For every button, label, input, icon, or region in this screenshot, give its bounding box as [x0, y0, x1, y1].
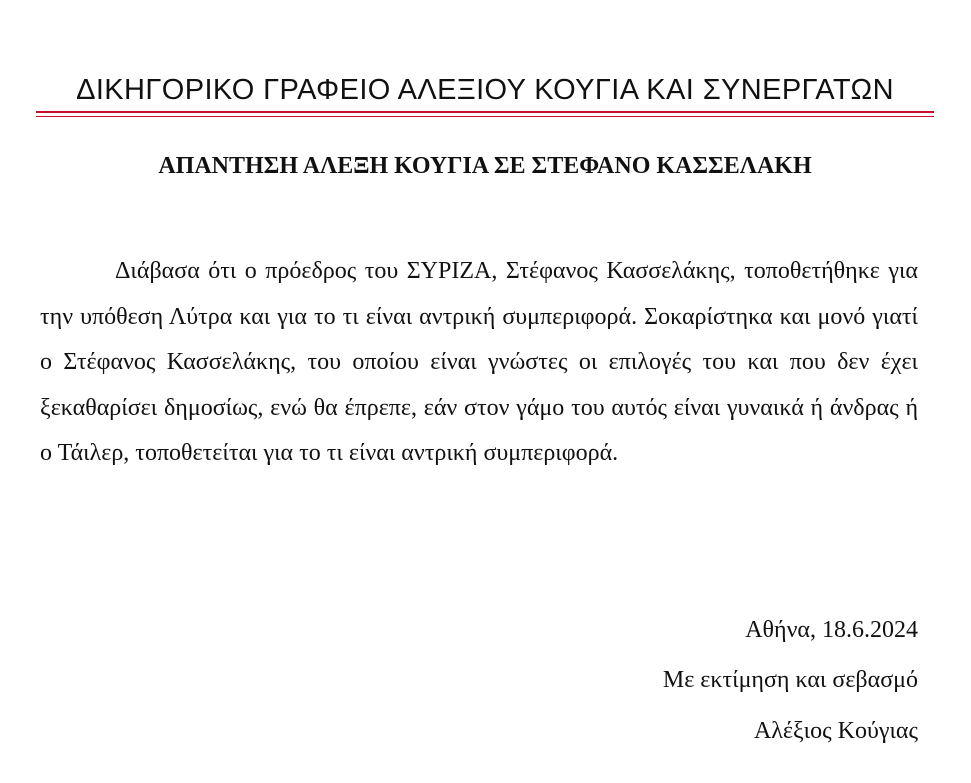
document-title: ΑΠΑΝΤΗΣΗ ΑΛΕΞΗ ΚΟΥΓΙΑ ΣΕ ΣΤΕΦΑΝΟ ΚΑΣΣΕΛΑΚΗ [158, 153, 812, 179]
closing-signature: Αλέξιος Κούγιας [753, 718, 918, 744]
document-body-paragraph: Διάβασα ότι ο πρόεδρος του ΣΥΡΙΖΑ, Στέφανος Κασσελάκης, τοποθετήθηκε για την υπόθεση Λύτρα και για το τι είναι αντρική συμπεριφορά. Σοκαρίστηκα και μονό γιατί ο Στέφανος Κασσελάκης, του οποίου είναι γνώστες οι επιλογές του και που δεν έχει ξεκαθαρίσει δημοσίως, ενώ θα έπρεπε, εάν στον γάμο του αυτός είναι γυναικά ή άνδρας ή ο Τάιλερ, τοποθετείται για το τι είναι αντρική συμπεριφορά. [40, 258, 918, 467]
closing-place-date: Αθήνα, 18.6.2024 [745, 617, 918, 643]
letterhead-rule-thick [36, 111, 934, 113]
letterhead-office-name: ΔΙΚΗΓΟΡΙΚΟ ΓΡΑΦΕΙΟ ΑΛΕΞΙΟΥ ΚΟΥΓΙΑ ΚΑΙ ΣΥΝΕΡΓΑΤΩΝ [76, 74, 894, 106]
closing-regards: Με εκτίμηση και σεβασμό [662, 667, 918, 693]
letterhead-rule-thin [36, 116, 934, 117]
